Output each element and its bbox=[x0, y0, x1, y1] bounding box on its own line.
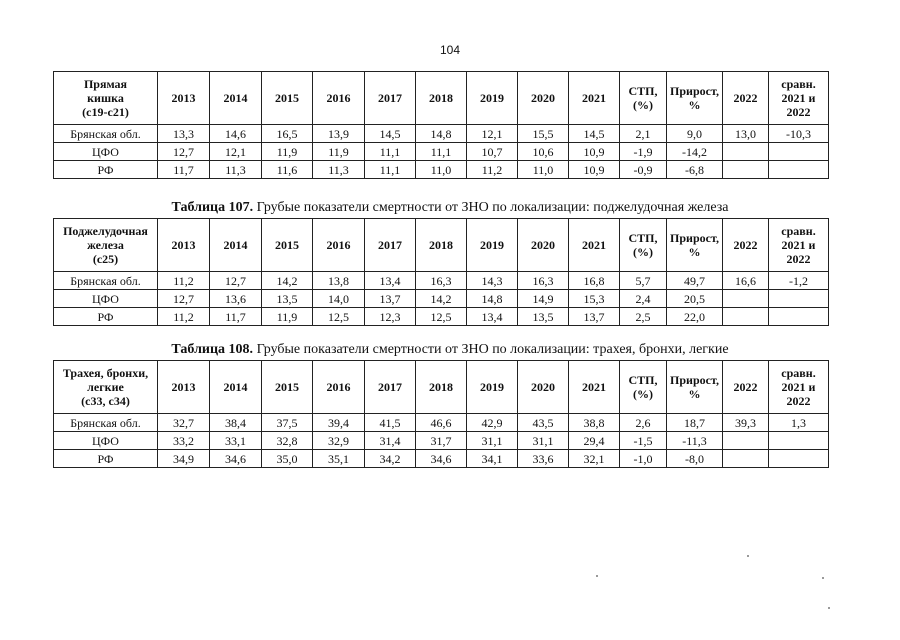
table-cell: 16,6 bbox=[723, 272, 769, 290]
table-number: Таблица 107. bbox=[171, 200, 254, 215]
table-row bbox=[54, 161, 829, 179]
mortality-table bbox=[53, 360, 829, 468]
table-cell: 14,8 bbox=[467, 290, 518, 308]
header-row bbox=[54, 219, 829, 272]
table-cell: 11,9 bbox=[262, 308, 313, 326]
table-cell: 2,4 bbox=[620, 290, 667, 308]
table-cell: -1,0 bbox=[620, 450, 667, 468]
table-cell: 10,9 bbox=[569, 161, 620, 179]
region-name: ЦФО bbox=[54, 143, 158, 161]
column-header: 2014 bbox=[210, 361, 262, 414]
table-cell: 9,0 bbox=[667, 125, 723, 143]
column-header: 2013 bbox=[158, 219, 210, 272]
column-header: 2016 bbox=[313, 219, 365, 272]
localization-header-line: Поджелудочная bbox=[63, 224, 148, 238]
table-caption bbox=[0, 342, 900, 358]
table-cell: 13,4 bbox=[467, 308, 518, 326]
table-cell: 33,6 bbox=[518, 450, 569, 468]
table-cell: -1,2 bbox=[769, 272, 829, 290]
localization-header bbox=[54, 361, 158, 414]
column-header: 2015 bbox=[262, 219, 313, 272]
region-name: РФ bbox=[54, 308, 158, 326]
table-cell: 32,9 bbox=[313, 432, 365, 450]
table-cell: -8,0 bbox=[667, 450, 723, 468]
table-row bbox=[54, 414, 829, 432]
table-cell: -1,5 bbox=[620, 432, 667, 450]
table-cell: 29,4 bbox=[569, 432, 620, 450]
table-cell: 32,8 bbox=[262, 432, 313, 450]
table-cell bbox=[769, 161, 829, 179]
column-header: 2019 bbox=[467, 361, 518, 414]
table-cell: 11,2 bbox=[467, 161, 518, 179]
region-name: ЦФО bbox=[54, 290, 158, 308]
column-header: 2020 bbox=[518, 361, 569, 414]
table-cell: 46,6 bbox=[416, 414, 467, 432]
table-cell: 15,5 bbox=[518, 125, 569, 143]
table-cell: 2,6 bbox=[620, 414, 667, 432]
table-cell: 13,5 bbox=[518, 308, 569, 326]
table-cell: 13,3 bbox=[158, 125, 210, 143]
column-header: 2013 bbox=[158, 361, 210, 414]
region-name: ЦФО bbox=[54, 432, 158, 450]
table-cell: 35,1 bbox=[313, 450, 365, 468]
table-cell: 14,3 bbox=[467, 272, 518, 290]
column-header: 2020 bbox=[518, 72, 569, 125]
table-cell: 32,7 bbox=[158, 414, 210, 432]
region-name: РФ bbox=[54, 450, 158, 468]
region-name: РФ bbox=[54, 161, 158, 179]
table-cell: 12,1 bbox=[210, 143, 262, 161]
table-cell: 11,0 bbox=[518, 161, 569, 179]
region-name: Брянская обл. bbox=[54, 272, 158, 290]
table-cell: 39,4 bbox=[313, 414, 365, 432]
table-cell bbox=[769, 290, 829, 308]
table-cell: 11,3 bbox=[313, 161, 365, 179]
column-header: 2015 bbox=[262, 72, 313, 125]
table-cell: 34,6 bbox=[416, 450, 467, 468]
table-cell: 37,5 bbox=[262, 414, 313, 432]
column-header: 2017 bbox=[365, 72, 416, 125]
table-cell: 13,4 bbox=[365, 272, 416, 290]
table-cell: 11,7 bbox=[158, 161, 210, 179]
table-cell: 14,0 bbox=[313, 290, 365, 308]
table-cell: 41,5 bbox=[365, 414, 416, 432]
table-cell: 15,3 bbox=[569, 290, 620, 308]
table-cell: 12,5 bbox=[416, 308, 467, 326]
localization-header-line: легкие bbox=[87, 380, 124, 394]
table-cell: 31,4 bbox=[365, 432, 416, 450]
column-header: 2021 bbox=[569, 361, 620, 414]
table-cell bbox=[769, 143, 829, 161]
localization-header-line: (c19-c21) bbox=[82, 105, 129, 119]
region-name: Брянская обл. bbox=[54, 414, 158, 432]
scan-speck bbox=[596, 575, 598, 577]
table-number: Таблица 108. bbox=[171, 342, 254, 357]
table-cell: 14,6 bbox=[210, 125, 262, 143]
page-number: 104 bbox=[439, 43, 461, 57]
column-header: Прирост, % bbox=[667, 219, 723, 272]
table-title: Грубые показатели смертности от ЗНО по локализации: трахея, бронхи, легкие bbox=[253, 342, 729, 357]
table-cell: 13,9 bbox=[313, 125, 365, 143]
column-header: 2015 bbox=[262, 361, 313, 414]
table-cell: -11,3 bbox=[667, 432, 723, 450]
table-row bbox=[54, 450, 829, 468]
table-cell: 14,2 bbox=[416, 290, 467, 308]
column-header: 2016 bbox=[313, 72, 365, 125]
column-header: 2021 bbox=[569, 219, 620, 272]
table-cell: 39,3 bbox=[723, 414, 769, 432]
header-row bbox=[54, 361, 829, 414]
table-row bbox=[54, 432, 829, 450]
table-cell: 14,5 bbox=[569, 125, 620, 143]
table-cell: 13,8 bbox=[313, 272, 365, 290]
table-cell: 20,5 bbox=[667, 290, 723, 308]
localization-header-line: железа bbox=[87, 238, 124, 252]
table-cell bbox=[723, 450, 769, 468]
table-cell: 42,9 bbox=[467, 414, 518, 432]
table-cell: -14,2 bbox=[667, 143, 723, 161]
table-cell: 14,8 bbox=[416, 125, 467, 143]
table-cell bbox=[723, 308, 769, 326]
table-cell: 33,2 bbox=[158, 432, 210, 450]
column-header: 2013 bbox=[158, 72, 210, 125]
table-row bbox=[54, 272, 829, 290]
table-cell: 2,1 bbox=[620, 125, 667, 143]
table-cell: -1,9 bbox=[620, 143, 667, 161]
table-cell: 2,5 bbox=[620, 308, 667, 326]
table-cell: 14,2 bbox=[262, 272, 313, 290]
table-row bbox=[54, 125, 829, 143]
table-cell: 43,5 bbox=[518, 414, 569, 432]
column-header: 2022 bbox=[723, 219, 769, 272]
localization-header bbox=[54, 219, 158, 272]
column-header: 2022 bbox=[723, 72, 769, 125]
table-cell: 11,9 bbox=[262, 143, 313, 161]
table-row bbox=[54, 143, 829, 161]
table-cell: 11,9 bbox=[313, 143, 365, 161]
table-cell bbox=[723, 432, 769, 450]
column-header: 2018 bbox=[416, 72, 467, 125]
table-cell: 18,7 bbox=[667, 414, 723, 432]
table-cell: 10,7 bbox=[467, 143, 518, 161]
table-cell: 13,7 bbox=[569, 308, 620, 326]
localization-header-line: (c25) bbox=[92, 252, 119, 266]
column-header: сравн. 2021 и 2022 bbox=[769, 361, 829, 414]
table-cell: 49,7 bbox=[667, 272, 723, 290]
table-cell: 13,7 bbox=[365, 290, 416, 308]
table-cell: 16,5 bbox=[262, 125, 313, 143]
scan-speck bbox=[828, 607, 830, 609]
table-cell: 34,9 bbox=[158, 450, 210, 468]
table-cell bbox=[723, 161, 769, 179]
table-cell: 10,9 bbox=[569, 143, 620, 161]
table-cell: 13,6 bbox=[210, 290, 262, 308]
table-cell: 11,1 bbox=[416, 143, 467, 161]
table-row bbox=[54, 308, 829, 326]
table-cell: 11,7 bbox=[210, 308, 262, 326]
column-header: 2020 bbox=[518, 219, 569, 272]
table-cell: 5,7 bbox=[620, 272, 667, 290]
table-cell: 34,1 bbox=[467, 450, 518, 468]
table-cell: 13,5 bbox=[262, 290, 313, 308]
table-cell: 11,6 bbox=[262, 161, 313, 179]
table-cell: 31,7 bbox=[416, 432, 467, 450]
table-cell: 12,7 bbox=[210, 272, 262, 290]
table-cell: 12,5 bbox=[313, 308, 365, 326]
table-cell: 16,3 bbox=[416, 272, 467, 290]
table-cell: 31,1 bbox=[518, 432, 569, 450]
table-cell: 12,7 bbox=[158, 290, 210, 308]
table-cell: 11,1 bbox=[365, 161, 416, 179]
table-cell bbox=[723, 143, 769, 161]
scan-speck bbox=[747, 555, 749, 557]
table-cell: 11,3 bbox=[210, 161, 262, 179]
column-header: 2019 bbox=[467, 219, 518, 272]
table-cell: 12,7 bbox=[158, 143, 210, 161]
table-cell: 34,2 bbox=[365, 450, 416, 468]
table-row bbox=[54, 290, 829, 308]
region-name: Брянская обл. bbox=[54, 125, 158, 143]
column-header: Прирост, % bbox=[667, 361, 723, 414]
localization-header-line: (c33, c34) bbox=[81, 394, 130, 408]
table-cell: 13,0 bbox=[723, 125, 769, 143]
table-cell: 34,6 bbox=[210, 450, 262, 468]
table-cell: 11,2 bbox=[158, 272, 210, 290]
table-cell: 31,1 bbox=[467, 432, 518, 450]
table-cell: 33,1 bbox=[210, 432, 262, 450]
column-header: сравн. 2021 и 2022 bbox=[769, 72, 829, 125]
table-cell: -10,3 bbox=[769, 125, 829, 143]
column-header: 2019 bbox=[467, 72, 518, 125]
table-cell: 11,0 bbox=[416, 161, 467, 179]
table-title: Грубые показатели смертности от ЗНО по локализации: поджелудочная железа bbox=[253, 200, 729, 215]
localization-header-line: кишка bbox=[87, 91, 124, 105]
table-cell: 10,6 bbox=[518, 143, 569, 161]
header-row bbox=[54, 72, 829, 125]
mortality-table bbox=[53, 71, 829, 179]
column-header: 2022 bbox=[723, 361, 769, 414]
column-header: 2018 bbox=[416, 361, 467, 414]
table-cell: 38,4 bbox=[210, 414, 262, 432]
table-cell bbox=[723, 290, 769, 308]
column-header: Прирост, % bbox=[667, 72, 723, 125]
column-header: СТП, (%) bbox=[620, 361, 667, 414]
table-cell: 11,2 bbox=[158, 308, 210, 326]
table-cell: 35,0 bbox=[262, 450, 313, 468]
table-cell bbox=[769, 432, 829, 450]
table-cell: 22,0 bbox=[667, 308, 723, 326]
column-header: 2017 bbox=[365, 219, 416, 272]
table-cell: 38,8 bbox=[569, 414, 620, 432]
table-cell: 1,3 bbox=[769, 414, 829, 432]
table-cell: 14,9 bbox=[518, 290, 569, 308]
table-cell: 16,8 bbox=[569, 272, 620, 290]
column-header: 2018 bbox=[416, 219, 467, 272]
localization-header bbox=[54, 72, 158, 125]
column-header: 2016 bbox=[313, 361, 365, 414]
table-cell: 12,3 bbox=[365, 308, 416, 326]
table-cell: 14,5 bbox=[365, 125, 416, 143]
column-header: 2014 bbox=[210, 219, 262, 272]
column-header: 2017 bbox=[365, 361, 416, 414]
table-cell: 11,1 bbox=[365, 143, 416, 161]
localization-header-line: Трахея, бронхи, bbox=[62, 366, 149, 380]
table-cell bbox=[769, 308, 829, 326]
table-cell: -6,8 bbox=[667, 161, 723, 179]
table-caption bbox=[0, 200, 900, 216]
mortality-table bbox=[53, 218, 829, 326]
column-header: сравн. 2021 и 2022 bbox=[769, 219, 829, 272]
column-header: 2014 bbox=[210, 72, 262, 125]
table-cell bbox=[769, 450, 829, 468]
table-cell: 32,1 bbox=[569, 450, 620, 468]
table-cell: 16,3 bbox=[518, 272, 569, 290]
scan-speck bbox=[822, 577, 824, 579]
localization-header-line: Прямая bbox=[83, 77, 128, 91]
table-cell: -0,9 bbox=[620, 161, 667, 179]
column-header: СТП, (%) bbox=[620, 219, 667, 272]
column-header: 2021 bbox=[569, 72, 620, 125]
table-cell: 12,1 bbox=[467, 125, 518, 143]
column-header: СТП, (%) bbox=[620, 72, 667, 125]
